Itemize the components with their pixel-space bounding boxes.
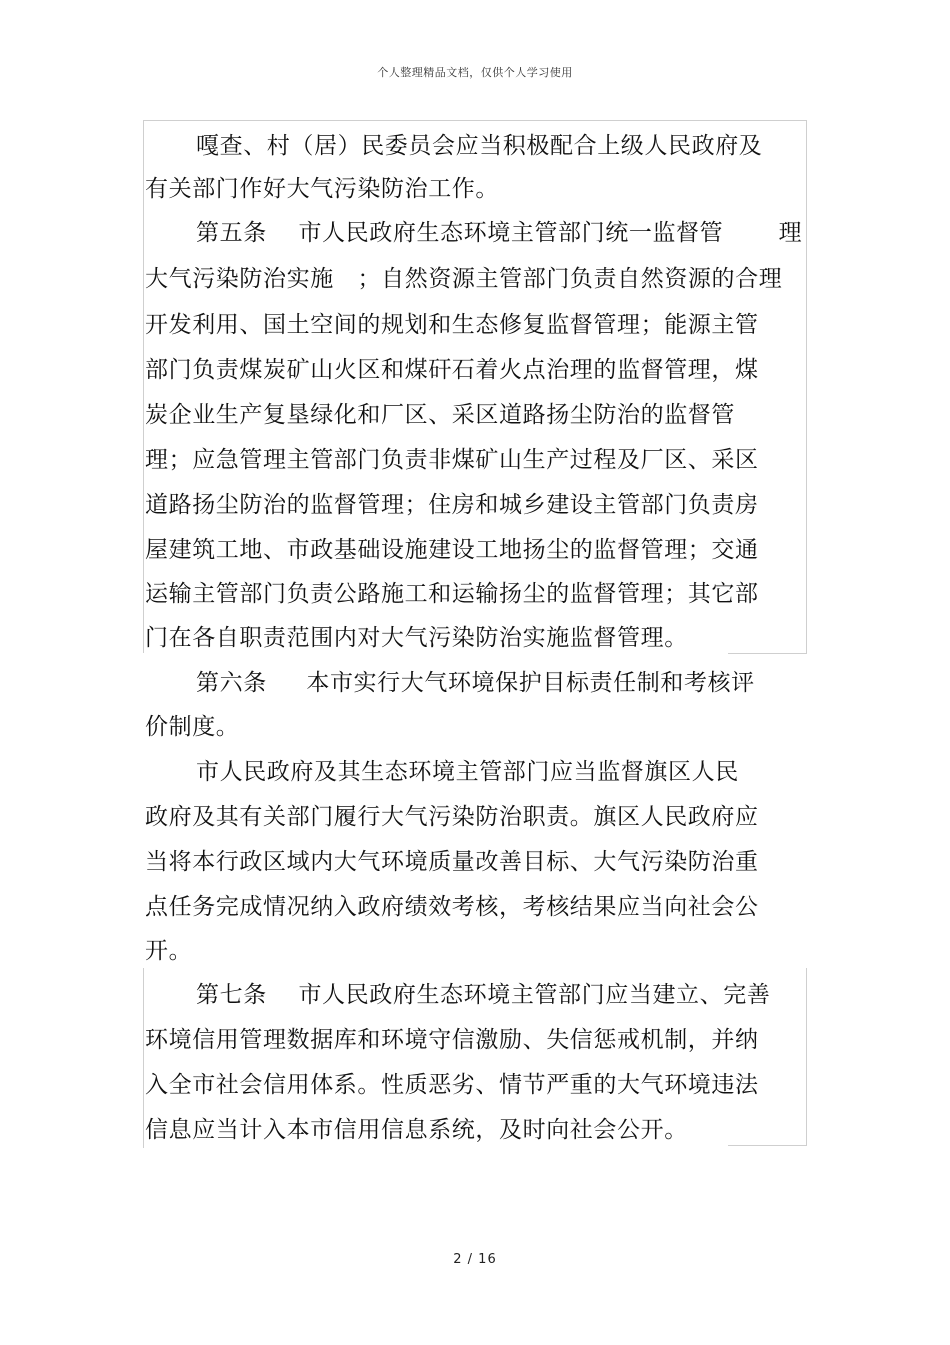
text-line: 当将本行政区域内大气环境质量改善目标、大气污染防治重	[145, 849, 759, 875]
text-line: 运输主管部门负责公路施工和运输扬尘的监督管理；其它部	[145, 581, 759, 607]
text-line: 第六条 本市实行大气环境保护目标责任制和考核评	[196, 670, 755, 696]
frame-right-line-lower	[806, 968, 807, 1145]
text-line: 大气污染防治实施 ；自然资源主管部门负责自然资源的合理	[145, 266, 783, 292]
text-line: 价制度。	[145, 714, 240, 740]
frame-right-line-upper	[806, 120, 807, 653]
frame-left-line-lower	[143, 968, 144, 1148]
text-line: 环境信用管理数据库和环境守信激励、失信惩戒机制，并纳	[145, 1027, 759, 1053]
text-line: 炭企业生产复垦绿化和厂区、采区道路扬尘防治的监督管	[145, 402, 735, 428]
text-line: 点任务完成情况纳入政府绩效考核，考核结果应当向社会公	[145, 894, 759, 920]
page-number: 2 / 16	[453, 1252, 497, 1267]
text-line: 道路扬尘防治的监督管理；住房和城乡建设主管部门负责房	[145, 492, 759, 518]
text-line: 第七条 市人民政府生态环境主管部门应当建立、完善	[196, 982, 771, 1008]
page-header: 个人整理精品文档，仅供个人学习使用	[377, 66, 573, 79]
text-line: 理；应急管理主管部门负责非煤矿山生产过程及厂区、采区	[145, 447, 759, 473]
text-line: 屋建筑工地、市政基础设施建设工地扬尘的监督管理；交通	[145, 537, 759, 563]
frame-top-line	[143, 120, 807, 121]
text-line: 开发利用、国土空间的规划和生态修复监督管理；能源主管	[145, 312, 759, 338]
text-line: 开。	[145, 938, 193, 964]
text-line: 政府及其有关部门履行大气污染防治职责。旗区人民政府应	[145, 804, 759, 830]
text-line: 部门负责煤炭矿山火区和煤矸石着火点治理的监督管理，煤	[145, 357, 759, 383]
frame-lower-bottom-line	[728, 1145, 807, 1146]
text-line: 市人民政府及其生态环境主管部门应当监督旗区人民	[196, 759, 739, 785]
text-line: 信息应当计入本市信用信息系统，及时向社会公开。	[145, 1117, 688, 1143]
text-line: 嘎查、村（居）民委员会应当积极配合上级人民政府及	[196, 133, 763, 159]
frame-upper-bottom-line	[728, 653, 807, 654]
text-line: 入全市社会信用体系。性质恶劣、情节严重的大气环境违法	[145, 1072, 759, 1098]
frame-left-line-upper	[143, 120, 144, 653]
text-line: 门在各自职责范围内对大气污染防治实施监督管理。	[145, 625, 688, 651]
text-line: 有关部门作好大气污染防治工作。	[145, 176, 499, 202]
text-line: 第五条 市人民政府生态环境主管部门统一监督管 理	[196, 220, 803, 246]
